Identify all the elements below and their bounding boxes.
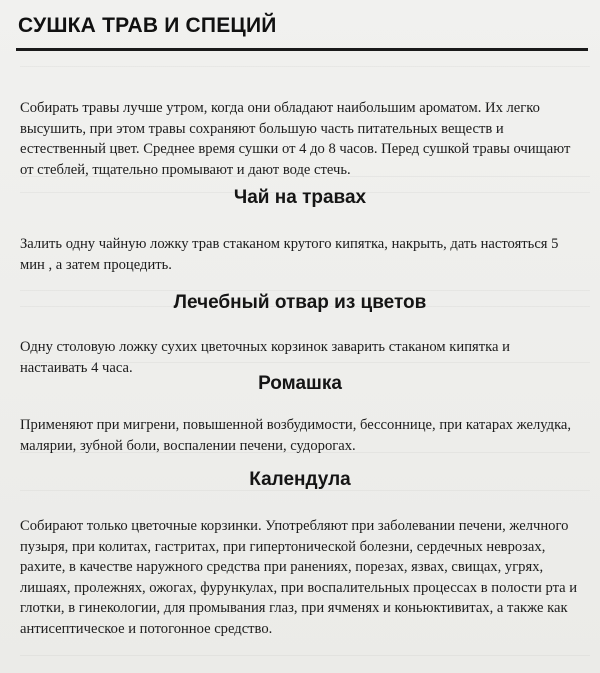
bleed-through-line: [20, 66, 590, 67]
section-text-tea: Залить одну чайную ложку трав стаканом крутого кипятка, накрыть, дать настояться 5 мин , а затем процедить.: [20, 236, 559, 273]
page-title: СУШКА ТРАВ И СПЕЦИЙ: [18, 14, 277, 37]
title-underline: [16, 48, 588, 51]
section-heading-decoction: Лечебный отвар из цветов: [173, 292, 427, 313]
section-text-chamomile: Применяют при мигрени, повышенной возбудимости, бессоннице, при катарах желудка, малярии, зубной боли, воспалении печени, судорогах.: [20, 417, 572, 454]
section-heading-chamomile: Ромашка: [258, 373, 342, 394]
section-text-decoction: Одну столовую ложку сухих цветочных корзинок заварить стаканом кипятка и настаивать 4 часа.: [20, 339, 510, 376]
section-heading-tea: Чай на травах: [233, 187, 367, 208]
intro-paragraph: Собирать травы лучше утром, когда они обладают наибольшим ароматом. Их легко высушить, при этом травы сохраняют большую часть питательных веществ и естественный цвет. Среднее время сушки от 4 до 8 часов. Перед сушкой травы очищают от стеблей, тщательно промывают и дают воде стечь.: [20, 100, 571, 178]
bleed-through-line: [20, 655, 590, 656]
section-heading-calendula: Календула: [249, 469, 351, 490]
bleed-through-line: [20, 290, 590, 291]
section-text-calendula: Собирают только цветочные корзинки. Употребляют при заболевании печени, желчного пузыря, при колитах, гастритах, при гипертонической болезни, сердечных неврозах, рахите, в качестве наружного средства при ранениях, порезах, язвах, свищах, угрях, лишаях, пролежнях, ожогах, фурункулах, при воспалительных процессах в полости рта и глотки, в гинекологии, для промывания глаз, при ячменях и коньюктивитах, а также как антисептическое и потогонное средство.: [20, 518, 578, 637]
